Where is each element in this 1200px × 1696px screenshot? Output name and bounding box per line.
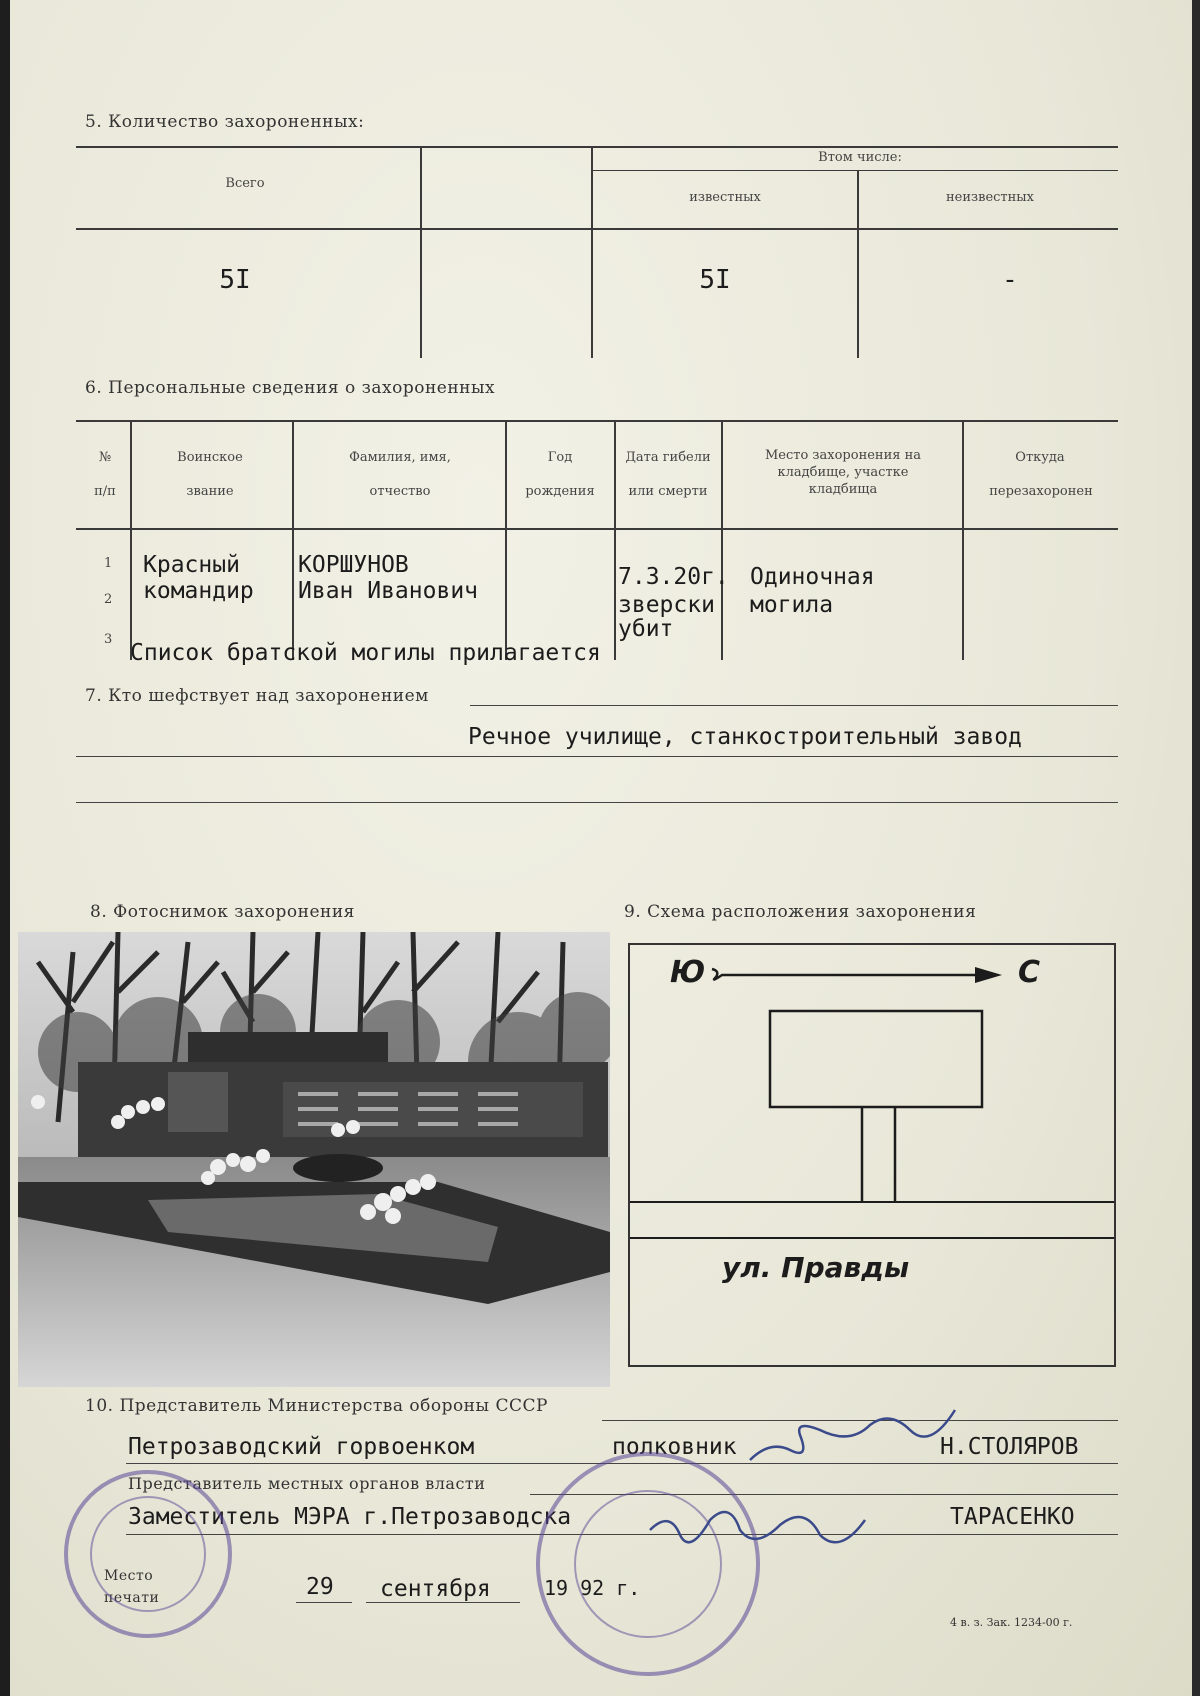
header-name-2: отчество [369,484,431,499]
burial-photo [18,932,610,1387]
section7-line-2 [76,756,1118,757]
local-authority-title: Представитель местных органов власти [128,1474,486,1493]
table6-divider-1 [130,420,132,660]
rank-line-2: командир [143,578,254,604]
section7-title: 7. Кто шефствует над захоронением [85,686,429,706]
table5-divider-1 [420,146,422,358]
mo-rank: полковник [612,1434,737,1460]
scan-edge-left [0,0,10,1696]
location-scheme [628,943,1116,1367]
rank-line-1: Красный [143,552,240,578]
death-line-3: убит [618,616,674,642]
name-line-1: КОРШУНОВ [298,552,409,578]
header-rank-2: звание [186,484,234,499]
table5-top-line [76,146,1118,148]
mass-grave-note: Список братской могилы прилагается [130,640,601,666]
table5-divider-3 [857,170,859,358]
value-known: 5I [699,265,731,295]
section6-title: 6. Персональные сведения о захороненных [85,378,496,398]
header-name-1: Фамилия, имя, [349,450,451,465]
row-number-3: 3 [104,632,113,647]
signature-deputy-mayor [640,1490,880,1570]
death-line-1: 7.3.20г. [618,564,729,590]
print-order-footnote: 4 в. з. Зак. 1234-00 г. [950,1616,1073,1629]
table6-divider-5 [721,420,723,660]
south-label: Ю [670,955,706,990]
mo-org: Петрозаводский горвоенком [128,1434,475,1460]
header-place-2: кладбище, участке [777,465,909,480]
row-number-2: 2 [104,592,113,607]
header-death-1: Дата гибели [625,450,711,465]
table6-divider-6 [962,420,964,660]
section7-line-1 [470,705,1118,706]
header-total: Всего [225,176,265,191]
header-death-2: или смерти [628,484,708,499]
section10-title: 10. Представитель Министерства обороны СССР [85,1396,548,1416]
header-place-1: Место захоронения на [764,448,922,463]
header-including: Втом числе: [818,150,902,165]
seal-place-label-2: печати [104,1590,160,1606]
row-number-1: 1 [104,556,113,571]
header-unknown: неизвестных [946,190,1034,205]
table6-divider-2 [292,420,294,660]
local-name: ТАРАСЕНКО [950,1504,1075,1530]
section7-line-3 [76,802,1118,803]
place-line-1: Одиночная [750,564,875,590]
mo-name: Н.СТОЛЯРОВ [940,1434,1079,1460]
section8-title: 8. Фотоснимок захоронения [90,902,355,922]
local-position: Заместитель МЭРА г.Петрозаводска [128,1504,572,1530]
header-rank-1: Воинское [177,450,243,465]
memorial-photo-image [18,932,610,1387]
date-month: сентября [380,1576,491,1602]
patron-value: Речное училище, станкостроительный завод [468,724,1022,750]
date-month-line [366,1602,520,1603]
seal-place-label-1: Место [104,1568,154,1584]
place-line-2: могила [750,592,834,618]
military-commissariat-stamp [64,1470,232,1638]
header-num-2: п/п [94,484,116,499]
table5-divider-2 [591,146,593,358]
header-place-3: кладбища [808,482,878,497]
death-line-2: зверски [618,592,715,618]
date-day-line [296,1602,352,1603]
signature-colonel [740,1400,970,1480]
value-unknown: - [1002,265,1018,295]
header-birth-2: рождения [525,484,595,499]
table5-header-bottom [76,228,1118,230]
header-known: известных [689,190,761,205]
street-label: ул. Правды [722,1251,910,1284]
header-from-2: перезахоронен [989,484,1093,499]
header-num-1: № [98,450,112,465]
value-total: 5I [219,265,251,295]
date-day: 29 [306,1574,334,1600]
table5-sub-line [592,170,1118,171]
north-label: С [1018,955,1041,990]
section5-title: 5. Количество захороненных: [85,112,365,132]
scan-edge-right [1192,0,1200,1696]
table6-divider-3 [505,420,507,660]
date-year: 19 92 г. [544,1576,641,1600]
scheme-drawing [630,945,1114,1365]
header-from-1: Откуда [1015,450,1065,465]
header-birth-1: Год [547,450,573,465]
stamp-inner-ring [90,1496,206,1612]
name-line-2: Иван Иванович [298,578,479,604]
section9-title: 9. Схема расположения захоронения [624,902,977,922]
